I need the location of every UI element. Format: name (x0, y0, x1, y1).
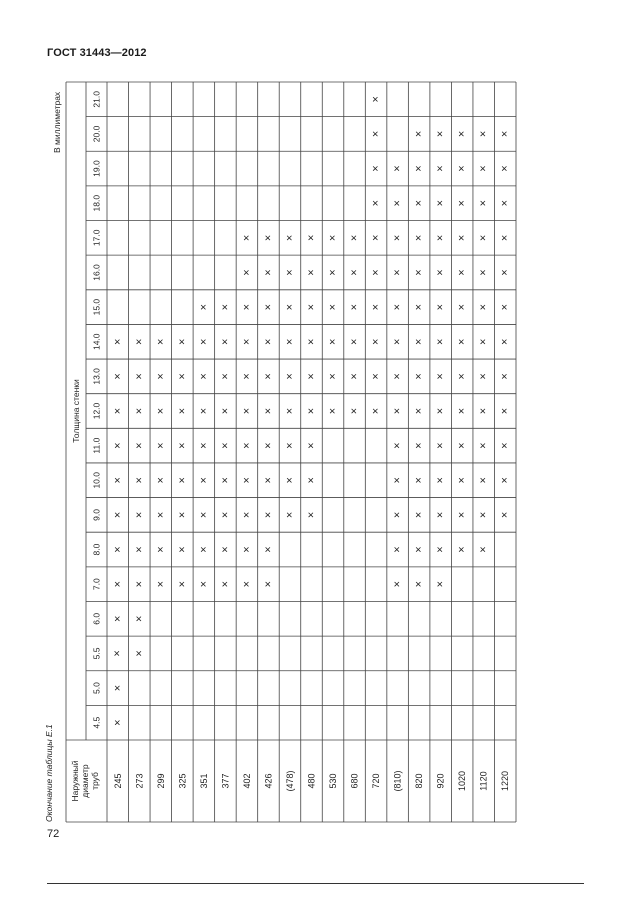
mark-cell: × (477, 511, 490, 519)
mark-cell: × (456, 442, 469, 449)
mark-cell: × (176, 546, 189, 553)
mark-cell: × (434, 338, 447, 345)
diameter-label: 245 (112, 773, 123, 789)
diameter-label: 299 (155, 773, 166, 789)
mark-cell: × (154, 407, 167, 415)
mark-cell: × (197, 511, 210, 519)
mark-cell: × (133, 442, 146, 449)
mark-cell: × (154, 373, 167, 380)
mark-cell: × (413, 580, 426, 588)
mark-cell: × (262, 546, 275, 553)
thickness-label: 10.0 (91, 471, 102, 489)
footer-rule (47, 883, 584, 884)
diameter-label: (478) (284, 770, 295, 792)
mark-cell: × (240, 546, 253, 553)
thickness-label: 13.0 (91, 368, 102, 385)
diameter-label: 1020 (457, 770, 468, 792)
thickness-label: 5.0 (91, 682, 102, 694)
mark-cell: × (499, 442, 512, 449)
mark-cell: × (477, 546, 490, 553)
thickness-label: 9.0 (91, 508, 102, 521)
thickness-label: 18.0 (91, 194, 102, 212)
mark-cell: × (434, 234, 447, 242)
mark-cell: × (133, 407, 146, 415)
thickness-label: 19.0 (91, 160, 102, 177)
mark-cell: × (305, 303, 318, 311)
mark-cell: × (240, 477, 253, 484)
mark-cell: × (477, 130, 490, 138)
mark-cell: × (456, 407, 469, 415)
table-caption: Окончание таблицы Е.1 (44, 724, 54, 822)
mark-cell: × (262, 580, 275, 588)
mark-cell: × (370, 303, 383, 311)
diameter-label: 820 (414, 773, 425, 789)
mark-cell: × (154, 580, 167, 588)
mark-cell: × (434, 511, 447, 519)
mark-cell: × (434, 199, 447, 207)
mark-cell: × (391, 511, 404, 519)
mark-cell: × (197, 442, 210, 449)
mark-cell: × (477, 442, 490, 449)
mark-cell: × (499, 269, 512, 276)
mark-cell: × (499, 303, 512, 311)
mark-cell: × (305, 407, 318, 415)
mark-cell: × (111, 615, 124, 623)
mark-cell: × (262, 511, 275, 519)
mark-cell: × (283, 234, 296, 242)
thickness-label: 20.0 (91, 125, 102, 143)
mark-cell: × (477, 338, 490, 345)
document-header: ГОСТ 31443—2012 (47, 47, 147, 59)
mark-cell: × (111, 719, 124, 726)
mark-cell: × (499, 234, 512, 242)
mark-cell: × (262, 269, 275, 276)
mark-cell: × (391, 580, 404, 588)
mark-cell: × (391, 477, 404, 484)
mark-cell: × (391, 234, 404, 242)
mark-cell: × (197, 303, 210, 311)
mark-cell: × (413, 338, 426, 345)
thickness-label: 16.0 (91, 264, 102, 281)
thickness-label: 14.0 (91, 333, 102, 351)
mark-cell: × (477, 199, 490, 207)
mark-cell: × (477, 234, 490, 242)
mark-cell: × (456, 165, 469, 172)
mark-cell: × (477, 165, 490, 172)
mark-cell: × (456, 303, 469, 311)
mark-cell: × (370, 407, 383, 415)
mark-cell: × (176, 477, 189, 484)
mark-cell: × (111, 477, 124, 484)
mark-cell: × (283, 373, 296, 380)
mark-cell: × (499, 373, 512, 380)
mark-cell: × (219, 580, 232, 588)
mark-cell: × (348, 373, 361, 380)
mark-cell: × (176, 373, 189, 380)
mark-cell: × (111, 338, 124, 345)
thickness-label: 7.0 (91, 578, 102, 591)
mark-cell: × (327, 234, 340, 242)
mark-cell: × (413, 165, 426, 172)
mark-cell: × (283, 511, 296, 519)
mark-cell: × (348, 303, 361, 311)
mark-cell: × (413, 373, 426, 380)
mark-cell: × (219, 546, 232, 553)
mark-cell: × (133, 511, 146, 519)
mark-cell: × (434, 130, 447, 138)
mark-cell: × (391, 407, 404, 415)
mark-cell: × (434, 546, 447, 553)
mark-cell: × (240, 269, 253, 276)
mark-cell: × (283, 407, 296, 415)
mark-cell: × (391, 269, 404, 276)
diameter-label: 920 (435, 773, 446, 789)
mark-cell: × (111, 580, 124, 588)
mark-cell: × (240, 511, 253, 519)
mark-cell: × (327, 338, 340, 345)
diameter-label: 325 (177, 773, 188, 789)
mark-cell: × (197, 373, 210, 380)
mark-cell: × (456, 269, 469, 276)
diameter-label: 480 (306, 773, 317, 789)
mark-cell: × (305, 338, 318, 345)
mark-cell: × (111, 442, 124, 449)
mark-cell: × (154, 442, 167, 449)
diameter-label: 273 (134, 773, 145, 789)
mark-cell: × (176, 442, 189, 449)
mark-cell: × (456, 130, 469, 138)
page-number: 72 (47, 828, 60, 840)
mark-cell: × (327, 303, 340, 311)
mark-cell: × (391, 338, 404, 345)
mark-cell: × (219, 373, 232, 380)
thickness-label: 21.0 (91, 91, 102, 108)
thickness-label: 15.0 (91, 298, 102, 316)
mark-cell: × (154, 546, 167, 553)
mark-cell: × (197, 477, 210, 484)
mark-cell: × (456, 373, 469, 380)
mark-cell: × (305, 373, 318, 380)
diameter-label: (810) (392, 770, 403, 792)
mark-cell: × (370, 373, 383, 380)
mark-cell: × (434, 165, 447, 172)
mark-cell: × (154, 338, 167, 345)
mark-cell: × (434, 407, 447, 415)
mark-cell: × (111, 546, 124, 553)
diameter-label: 1220 (500, 770, 511, 792)
mark-cell: × (413, 442, 426, 449)
mark-cell: × (391, 442, 404, 449)
mark-cell: × (133, 546, 146, 553)
mark-cell: × (370, 269, 383, 276)
mark-cell: × (305, 234, 318, 242)
mark-cell: × (477, 373, 490, 380)
mark-cell: × (499, 477, 512, 484)
mark-cell: × (391, 199, 404, 207)
mark-cell: × (456, 477, 469, 484)
mark-cell: × (176, 407, 189, 415)
mark-cell: × (240, 338, 253, 345)
thickness-label: 4.5 (91, 716, 102, 729)
thickness-label: 11.0 (91, 437, 102, 454)
mark-cell: × (111, 650, 124, 657)
mark-cell: × (262, 442, 275, 449)
diameter-label: 426 (263, 773, 274, 789)
mark-cell: × (327, 373, 340, 380)
mark-cell: × (370, 338, 383, 345)
mark-cell: × (456, 338, 469, 345)
mark-cell: × (434, 580, 447, 588)
mark-cell: × (499, 511, 512, 519)
mark-cell: × (348, 234, 361, 242)
mark-cell: × (499, 130, 512, 138)
mark-cell: × (348, 338, 361, 345)
diameter-header: труб (90, 772, 100, 790)
mark-cell: × (434, 269, 447, 276)
mark-cell: × (413, 234, 426, 242)
diameter-label: 530 (328, 773, 339, 789)
mark-cell: × (262, 477, 275, 484)
diameter-label: 720 (371, 773, 382, 789)
mark-cell: × (240, 234, 253, 242)
mark-cell: × (391, 546, 404, 553)
mark-cell: × (240, 442, 253, 449)
mark-cell: × (133, 650, 146, 657)
mark-cell: × (262, 338, 275, 345)
mark-cell: × (413, 546, 426, 553)
mark-cell: × (305, 511, 318, 519)
mark-cell: × (262, 234, 275, 242)
mark-cell: × (434, 477, 447, 484)
mark-cell: × (197, 407, 210, 415)
mark-cell: × (283, 338, 296, 345)
mark-cell: × (176, 580, 189, 588)
diameter-label: 1120 (478, 771, 489, 791)
mark-cell: × (477, 407, 490, 415)
mark-cell: × (283, 442, 296, 449)
mark-cell: × (262, 407, 275, 415)
mark-cell: × (499, 338, 512, 345)
diameter-label: 351 (198, 773, 209, 789)
mark-cell: × (133, 373, 146, 380)
mark-cell: × (305, 442, 318, 449)
mark-cell: × (348, 269, 361, 276)
mark-cell: × (413, 269, 426, 276)
thickness-label: 6.0 (91, 612, 102, 625)
mark-cell: × (197, 338, 210, 345)
mark-cell: × (305, 477, 318, 484)
mark-cell: × (456, 234, 469, 242)
mark-cell: × (499, 407, 512, 415)
units-note: В миллиметрах (52, 91, 62, 153)
mark-cell: × (219, 338, 232, 345)
mark-cell: × (154, 511, 167, 519)
mark-cell: × (456, 546, 469, 553)
mark-cell: × (283, 477, 296, 484)
mark-cell: × (219, 407, 232, 415)
mark-cell: × (262, 373, 275, 380)
mark-cell: × (499, 165, 512, 172)
mark-cell: × (154, 477, 167, 484)
thickness-label: 17.0 (91, 229, 102, 247)
mark-cell: × (111, 407, 124, 415)
mark-cell: × (434, 303, 447, 311)
mark-cell: × (391, 165, 404, 172)
mark-cell: × (370, 234, 383, 242)
thickness-label: 8.0 (91, 543, 102, 556)
mark-cell: × (111, 684, 124, 692)
mark-cell: × (197, 580, 210, 588)
mark-cell: × (133, 338, 146, 345)
mark-cell: × (283, 303, 296, 311)
mark-cell: × (413, 303, 426, 311)
thickness-label: 5.5 (91, 647, 102, 660)
mark-cell: × (456, 511, 469, 519)
diameter-header: диаметр (80, 764, 90, 798)
mark-cell: × (240, 303, 253, 311)
mark-cell: × (176, 511, 189, 519)
mark-cell: × (262, 303, 275, 311)
mark-cell: × (133, 477, 146, 484)
mark-cell: × (197, 546, 210, 553)
mark-cell: × (111, 511, 124, 519)
mark-cell: × (240, 407, 253, 415)
mark-cell: × (327, 407, 340, 415)
mark-cell: × (348, 407, 361, 415)
mark-cell: × (413, 477, 426, 484)
mark-cell: × (370, 130, 383, 138)
mark-cell: × (413, 407, 426, 415)
mark-cell: × (176, 338, 189, 345)
mark-cell: × (413, 130, 426, 138)
mark-cell: × (499, 199, 512, 207)
mark-cell: × (219, 511, 232, 519)
mark-cell: × (391, 303, 404, 311)
mark-cell: × (456, 199, 469, 207)
thickness-header: Толщина стенки (71, 379, 81, 443)
diameter-header: Наружный (70, 760, 80, 802)
mark-cell: × (219, 442, 232, 449)
mark-cell: × (133, 615, 146, 623)
mark-cell: × (283, 269, 296, 276)
mark-cell: × (370, 96, 383, 103)
mark-cell: × (477, 303, 490, 311)
mark-cell: × (305, 269, 318, 276)
mark-cell: × (133, 580, 146, 588)
mark-cell: × (240, 373, 253, 380)
thickness-label: 12.0 (91, 402, 102, 420)
mark-cell: × (327, 269, 340, 276)
mark-cell: × (391, 373, 404, 380)
mark-cell: × (477, 477, 490, 484)
mark-cell: × (434, 373, 447, 380)
mark-cell: × (219, 303, 232, 311)
mark-cell: × (219, 477, 232, 484)
mark-cell: × (240, 580, 253, 588)
mark-cell: × (413, 199, 426, 207)
mark-cell: × (370, 199, 383, 207)
diameter-label: 377 (220, 773, 231, 789)
mark-cell: × (111, 373, 124, 380)
mark-cell: × (477, 269, 490, 276)
mark-cell: × (370, 165, 383, 172)
diameter-label: 680 (349, 773, 360, 789)
mark-cell: × (434, 442, 447, 449)
mark-cell: × (413, 511, 426, 519)
diameter-label: 402 (241, 773, 252, 789)
